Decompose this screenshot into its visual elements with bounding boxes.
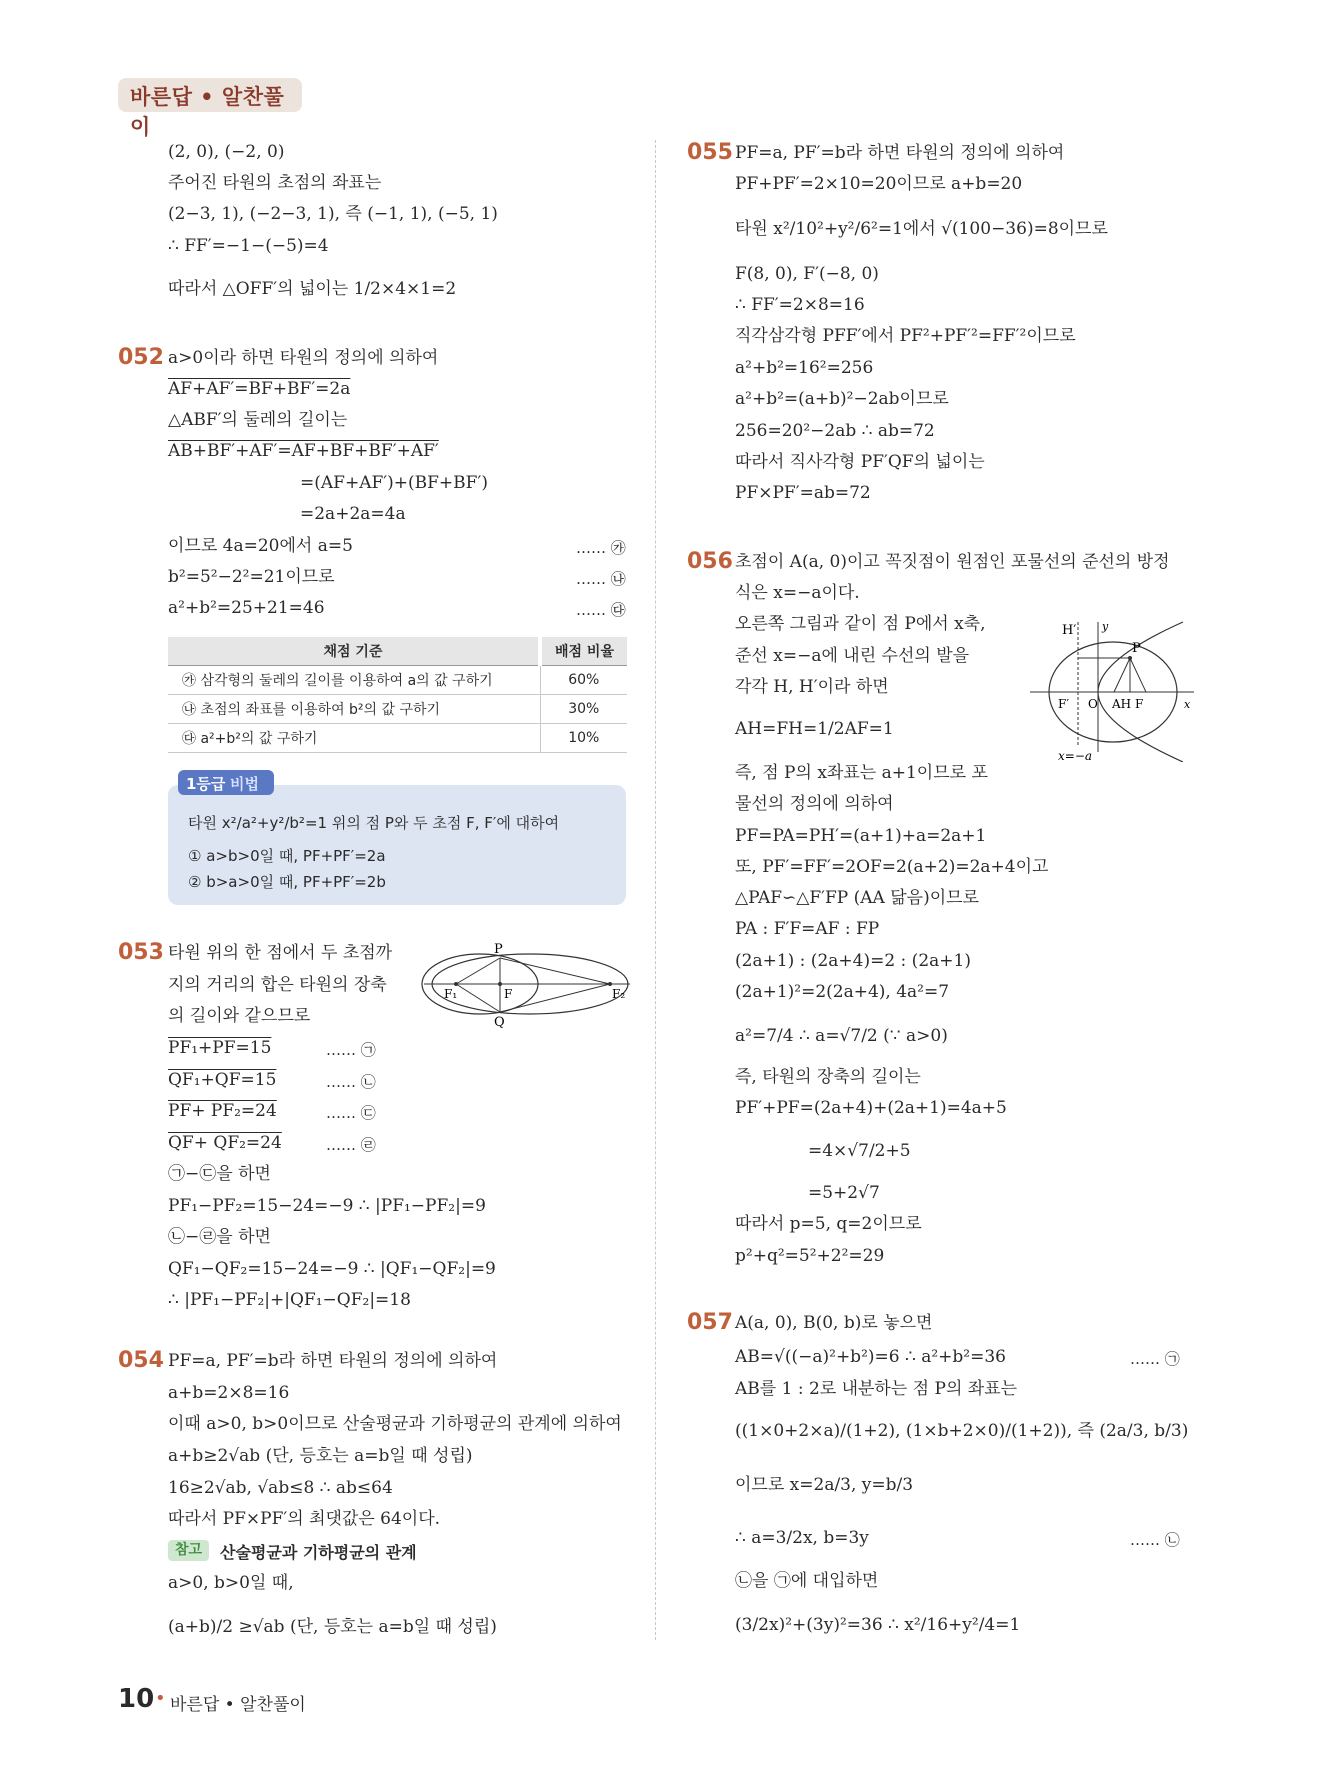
- label-H-prime: H′: [1062, 623, 1077, 638]
- footer-label: 바른답 • 알찬풀이: [170, 1695, 306, 1715]
- text-line: 초점이 A(a, 0)이고 꼭짓점이 원점인 포물선의 준선의 방정: [735, 552, 1170, 572]
- step-mark: …… ㉮: [576, 539, 626, 557]
- text-line: =5+2√7: [808, 1183, 880, 1203]
- problem-number: 053: [118, 940, 164, 965]
- parabola-ellipse-diagram-056: [1028, 612, 1198, 762]
- text-line: 이때 a>0, b>0이므로 산술평균과 기하평균의 관계에 의하여: [168, 1414, 622, 1434]
- text-line: PF=a, PF′=b라 하면 타원의 정의에 의하여: [735, 143, 1065, 163]
- text-line: 오른쪽 그림과 같이 점 P에서 x축,: [735, 614, 986, 634]
- text-line: 직각삼각형 PFF′에서 PF²+PF′²=FF′²이므로: [735, 326, 1076, 346]
- text-line: F(8, 0), F′(−8, 0): [735, 264, 879, 284]
- step-mark: …… ㉡: [1130, 1531, 1180, 1549]
- text-line: 타원 x²/10²+y²/6²=1에서 √(100−36)=8이므로: [735, 219, 1108, 239]
- text-line: 따라서 PF×PF′의 최댓값은 64이다.: [168, 1509, 441, 1529]
- step-mark: …… ㉢: [326, 1104, 376, 1122]
- text-line: a²=7/4 ∴ a=√7/2 (∵ a>0): [735, 1026, 948, 1046]
- text-line: 주어진 타원의 초점의 좌표는: [168, 173, 382, 193]
- criteria-cell: ㉮ 삼각형의 둘레의 길이를 이용하여 a의 값 구하기: [168, 666, 540, 695]
- ellipse-diagram-053: [420, 940, 635, 1028]
- scoring-table: [168, 637, 627, 753]
- reference-tag: 참고: [168, 1540, 209, 1561]
- text-line: △ABF′의 둘레의 길이는: [168, 410, 348, 430]
- text-line: (2, 0), (−2, 0): [168, 142, 285, 162]
- text-line: 따라서 p=5, q=2이므로: [735, 1214, 922, 1234]
- label-x-axis: x: [1184, 698, 1191, 711]
- text-line: ∴ FF′=2×8=16: [735, 295, 865, 315]
- text-line: 물선의 정의에 의하여: [735, 794, 894, 814]
- text-line: ((1×0+2×a)/(1+2), (1×b+2×0)/(1+2)), 즉 (2a/3, b/3): [735, 1421, 1189, 1441]
- text-line: ∴ a=3/2x, b=3y: [735, 1528, 869, 1548]
- label-F: F: [504, 987, 513, 1001]
- text-line: PF₁−PF₂=15−24=−9 ∴ |PF₁−PF₂|=9: [168, 1196, 486, 1216]
- text-line: 지의 거리의 합은 타원의 장축: [168, 975, 387, 995]
- text-line: PF+ PF₂=24: [168, 1101, 277, 1121]
- tip-line: ② b>a>0일 때, PF+PF′=2b: [188, 873, 386, 891]
- text-line: PF₁+PF=15: [168, 1038, 272, 1058]
- tip-label-grade: 1등급: [186, 775, 226, 793]
- column-header: 배점 비율: [540, 637, 627, 666]
- problem-number: 055: [687, 140, 733, 165]
- text-line: a>0이라 하면 타원의 정의에 의하여: [168, 348, 439, 368]
- text-line: (2−3, 1), (−2−3, 1), 즉 (−1, 1), (−5, 1): [168, 204, 498, 224]
- step-mark: …… ㉣: [326, 1136, 376, 1154]
- text-line: 즉, 점 P의 x좌표는 a+1이므로 포: [735, 763, 988, 783]
- criteria-cell: ㉰ a²+b²의 값 구하기: [168, 724, 540, 753]
- step-mark: …… ㉠: [1130, 1350, 1180, 1368]
- text-line: PF=a, PF′=b라 하면 타원의 정의에 의하여: [168, 1351, 498, 1371]
- problem-number: 054: [118, 1348, 164, 1373]
- text-line: PF′+PF=(2a+4)+(2a+1)=4a+5: [735, 1098, 1007, 1118]
- step-mark: …… ㉡: [326, 1073, 376, 1091]
- text-line: △PAF∽△F′FP (AA 닮음)이므로: [735, 888, 979, 908]
- problem-number: 052: [118, 345, 164, 370]
- text-line: 의 길이와 같으므로: [168, 1006, 311, 1026]
- text-line: PF×PF′=ab=72: [735, 483, 871, 503]
- text-line: =2a+2a=4a: [300, 504, 406, 524]
- page-number: 10: [118, 1684, 155, 1714]
- tip-label: [178, 770, 274, 795]
- problem-number: 057: [687, 1310, 733, 1335]
- text-line: 따라서 직사각형 PF′QF의 넓이는: [735, 452, 985, 472]
- column-header: 채점 기준: [168, 637, 540, 666]
- section-title: 바른답 • 알찬풀이: [130, 85, 285, 139]
- column-divider: [655, 140, 656, 1640]
- table-header-row: [168, 637, 627, 666]
- table-row: [168, 724, 627, 753]
- text-line: PA : F′F=AF : FP: [735, 919, 880, 939]
- text-line: ㉠−㉢을 하면: [168, 1164, 271, 1184]
- text-line: 즉, 타원의 장축의 길이는: [735, 1067, 921, 1087]
- ratio-cell: 60%: [540, 666, 627, 695]
- text-line: 식은 x=−a이다.: [735, 583, 860, 603]
- text-line: AB+BF′+AF′=AF+BF+BF′+AF′: [168, 441, 439, 461]
- section-header: [118, 78, 302, 139]
- text-line: 256=20²−2ab ∴ ab=72: [735, 421, 935, 441]
- text-line: ∴ FF′=−1−(−5)=4: [168, 236, 329, 256]
- text-line: 또, PF′=FF′=2OF=2(a+2)=2a+4이고: [735, 857, 1049, 877]
- text-line: ∴ |PF₁−PF₂|+|QF₁−QF₂|=18: [168, 1290, 411, 1310]
- label-P: P: [1132, 641, 1141, 656]
- text-line: (a+b)/2 ≥√ab (단, 등호는 a=b일 때 성립): [168, 1617, 497, 1637]
- text-line: PF=PA=PH′=(a+1)+a=2a+1: [735, 826, 987, 846]
- text-line: QF₁−QF₂=15−24=−9 ∴ |QF₁−QF₂|=9: [168, 1259, 496, 1279]
- footer-dot: •: [155, 1688, 166, 1709]
- text-line: (2a+1)²=2(2a+4), 4a²=7: [735, 982, 950, 1002]
- label-F-prime: F′: [1058, 697, 1070, 711]
- text-line: a>0, b>0일 때,: [168, 1573, 294, 1593]
- label-y-axis: y: [1102, 620, 1109, 633]
- label-Q: Q: [494, 1015, 505, 1028]
- text-line: ㉡을 ㉠에 대입하면: [735, 1571, 879, 1591]
- text-line: AH=FH=1/2AF=1: [735, 719, 894, 739]
- tip-line: 타원 x²/a²+y²/b²=1 위의 점 P와 두 초점 F, F′에 대하여: [188, 814, 560, 832]
- text-line: 타원 위의 한 점에서 두 초점까: [168, 943, 393, 963]
- text-line: QF₁+QF=15: [168, 1070, 277, 1090]
- text-line: 이므로 4a=20에서 a=5: [168, 536, 353, 556]
- criteria-cell: ㉯ 초점의 좌표를 이용하여 b²의 값 구하기: [168, 695, 540, 724]
- table-row: [168, 666, 627, 695]
- text-line: 각각 H, H′이라 하면: [735, 677, 889, 697]
- text-line: 준선 x=−a에 내린 수선의 발을: [735, 646, 970, 666]
- tip-label-secret: 비법: [230, 775, 259, 793]
- reference-title: 산술평균과 기하평균의 관계: [220, 1543, 417, 1562]
- label-F1: F₁: [444, 987, 458, 1001]
- text-line: a+b=2×8=16: [168, 1383, 290, 1403]
- text-line: p²+q²=5²+2²=29: [735, 1246, 885, 1266]
- text-line: b²=5²−2²=21이므로: [168, 567, 335, 587]
- text-line: 이므로 x=2a/3, y=b/3: [735, 1475, 914, 1495]
- text-line: 16≥2√ab, √ab≤8 ∴ ab≤64: [168, 1478, 393, 1498]
- text-line: AF+AF′=BF+BF′=2a: [168, 379, 351, 399]
- text-line: =(AF+AF′)+(BF+BF′): [300, 473, 488, 493]
- text-line: a²+b²=(a+b)²−2ab이므로: [735, 389, 949, 409]
- text-line: QF+ QF₂=24: [168, 1133, 282, 1153]
- label-directrix: x=−a: [1058, 749, 1093, 762]
- step-mark: …… ㉰: [576, 601, 626, 619]
- text-line: A(a, 0), B(0, b)로 놓으면: [735, 1313, 933, 1333]
- text-line: a²+b²=16²=256: [735, 358, 874, 378]
- tip-line: ① a>b>0일 때, PF+PF′=2a: [188, 847, 386, 865]
- step-mark: …… ㉠: [326, 1041, 376, 1059]
- text-line: =4×√7/2+5: [808, 1141, 911, 1161]
- text-line: AB=√((−a)²+b²)=6 ∴ a²+b²=36: [735, 1347, 1006, 1367]
- text-line: AB를 1 : 2로 내분하는 점 P의 좌표는: [735, 1379, 1018, 1399]
- text-line: (2a+1) : (2a+4)=2 : (2a+1): [735, 951, 971, 971]
- label-P: P: [494, 942, 503, 957]
- table-row: [168, 695, 627, 724]
- text-line: (3/2x)²+(3y)²=36 ∴ x²/16+y²/4=1: [735, 1615, 1021, 1635]
- text-line: a²+b²=25+21=46: [168, 598, 325, 618]
- text-line: ㉡−㉣을 하면: [168, 1227, 271, 1247]
- ratio-cell: 30%: [540, 695, 627, 724]
- label-F2: F₂: [612, 987, 626, 1001]
- text-line: a+b≥2√ab (단, 등호는 a=b일 때 성립): [168, 1446, 473, 1466]
- text-line: 따라서 △OFF′의 넓이는 1/2×4×1=2: [168, 279, 457, 299]
- problem-number: 056: [687, 549, 733, 574]
- label-O: O: [1088, 697, 1098, 711]
- label-AHF: AH F: [1112, 697, 1144, 711]
- step-mark: …… ㉯: [576, 570, 626, 588]
- ratio-cell: 10%: [540, 724, 627, 753]
- text-line: PF+PF′=2×10=20이므로 a+b=20: [735, 174, 1023, 194]
